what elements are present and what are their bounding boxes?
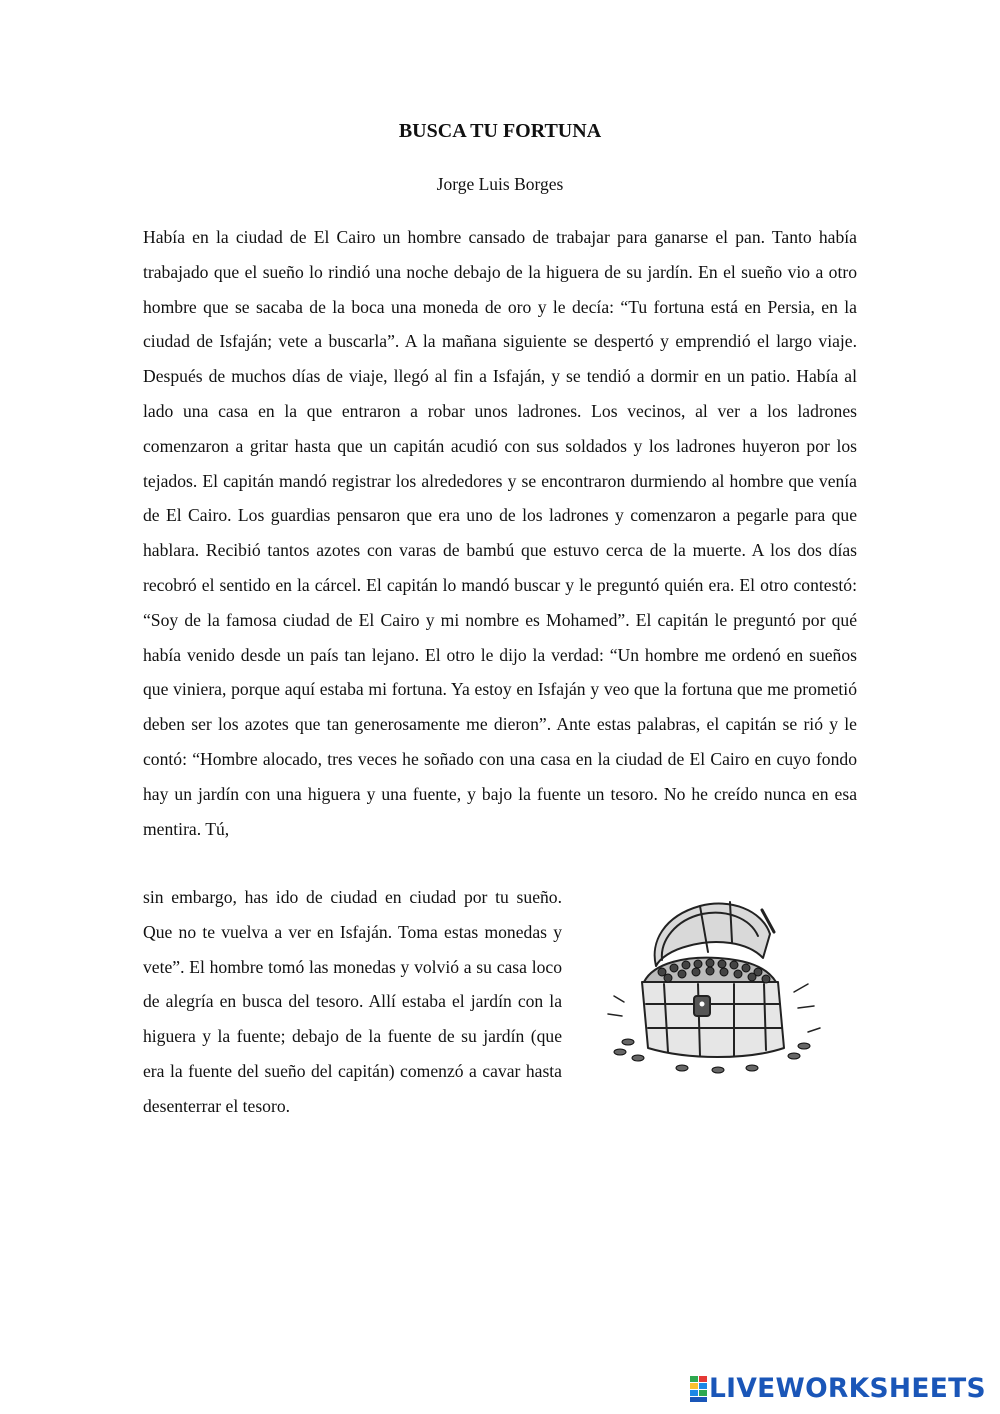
document-title: BUSCA TU FORTUNA xyxy=(398,120,602,142)
liveworksheets-logo xyxy=(690,1374,986,1404)
liveworksheets-logo-icon xyxy=(690,1376,707,1402)
liveworksheets-wordmark: LIVEWORKSHEETS xyxy=(709,1373,986,1404)
document-author: Jorge Luis Borges xyxy=(436,174,564,194)
story-paragraph: Había en la ciudad de El Cairo un hombre cansado de trabajar para ganarse el pan. Tanto había trabajado que el sueño lo rindió una noche debajo de la higuera de su jardín. En el sueño vio a otro hombre que se sacaba de la boca una moneda de oro y le decía: “Tu fortuna está en Persia, en la ciudad de Isfaján; vete a buscarla”. A la mañana siguiente se despertó y emprendió el largo viaje. Después de muchos días de viaje, llegó al fin a Isfaján, y se tendió a dormir en un patio. Había al lado una casa en la que entraron a robar unos ladrones. Los vecinos, al ver a los ladrones comenzaron a gritar hasta que un capitán acudió con sus soldados y los ladrones huyeron por los tejados. El capitán mandó registrar los alrededores y se encontraron durmiendo al hombre que venía de El Cairo. Los guardias pensaron que era uno de los ladrones y comenzaron a pegarle para que hablara. Recibió tantos azotes con varas de bambú que estuvo cerca de la muerte. A los dos días recobró el sentido en la cárcel. El capitán lo mandó buscar y le preguntó quién era. El otro contestó: “Soy de la famosa ciudad de El Cairo y mi nombre es Mohamed”. El capitán le preguntó por qué había venido desde un país tan lejano. El otro le dijo la verdad: “Un hombre me ordenó en sueños que viniera, porque aquí estaba mi fortuna. Ya estoy en Isfaján y veo que la fortuna que me prometió deben ser los azotes que tan generosamente me dieron”. Ante estas palabras, el capitán se rió y le contó: “Hombre alocado, tres veces he soñado con una casa en la ciudad de El Cairo en cuyo fondo hay un jardín con una higuera y una fuente, y bajo la fuente un tesoro. No he creído nunca en esa mentira. Tú, xyxy=(143,227,857,839)
story-paragraph-continued: sin embargo, has ido de ciudad en ciudad por tu sueño. Que no te vuelva a ver en Isfaján. Toma estas monedas y vete”. El hombre tomó las monedas y volvió a su casa loco de alegría en busca del tesoro. Allí estaba el jardín con la higuera y la fuente; debajo de la fuente de su jardín (que era la fuente del sueño del capitán) comenzó a cavar hasta desenterrar el tesoro. xyxy=(143,887,562,1116)
treasure-chest-icon xyxy=(598,892,830,1082)
